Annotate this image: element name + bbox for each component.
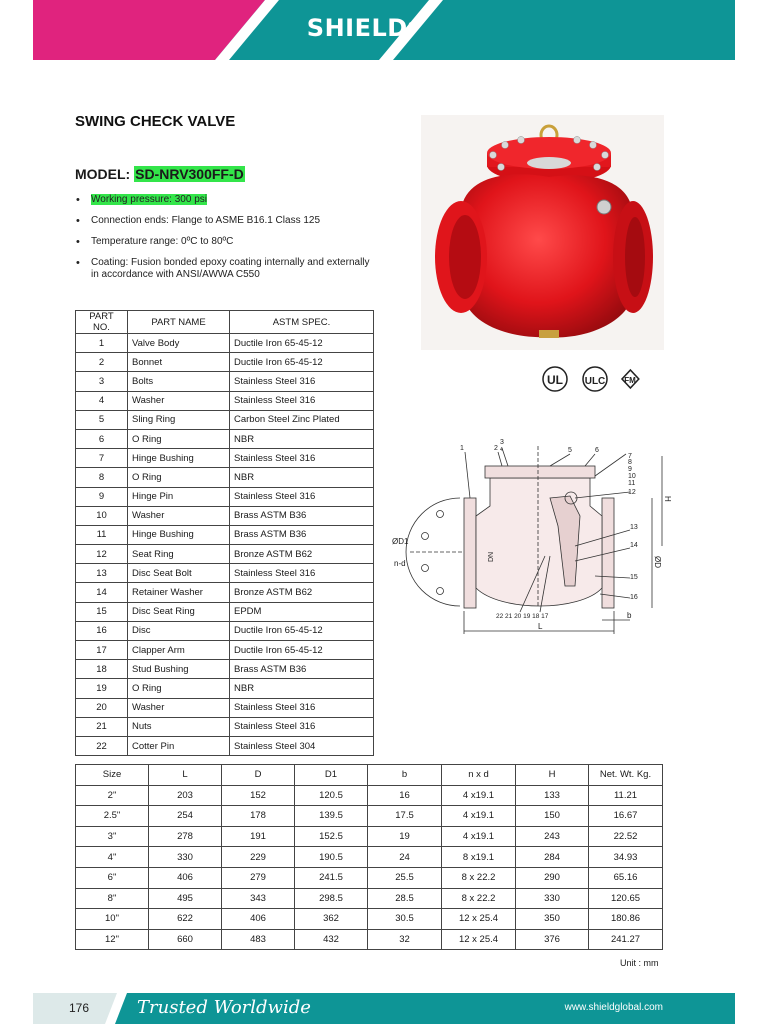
product-photo — [421, 115, 664, 350]
part-name-cell: Retainer Washer — [128, 583, 230, 602]
callout-10: 10 — [628, 473, 636, 480]
table-cell: 343 — [222, 888, 295, 909]
table-cell: 243 — [516, 826, 589, 847]
table-row — [76, 736, 374, 755]
product-title: SWING CHECK VALVE — [75, 113, 236, 130]
header-banner — [33, 0, 735, 60]
header-cell: ASTM SPEC. — [230, 311, 374, 334]
table-cell: 12 x 25.4 — [442, 909, 516, 930]
ulc-text: ULC — [584, 376, 606, 387]
callout-14: 14 — [630, 542, 638, 549]
table-row — [76, 621, 374, 640]
astm-spec-cell: Stainless Steel 316 — [230, 564, 374, 583]
astm-spec-cell: Brass ASTM B36 — [230, 660, 374, 679]
table-row — [76, 583, 374, 602]
table-row — [76, 698, 374, 717]
astm-spec-cell: Bronze ASTM B62 — [230, 545, 374, 564]
part-name-cell: Cotter Pin — [128, 736, 230, 755]
label-h: H — [663, 496, 672, 502]
part-no-cell: 4 — [76, 391, 128, 410]
table-cell: 279 — [222, 867, 295, 888]
table-cell: 229 — [222, 847, 295, 868]
table-cell: 8 x 22.2 — [442, 888, 516, 909]
table-cell: 6" — [76, 867, 149, 888]
ul-logo — [543, 367, 567, 391]
callout-3: 3 — [500, 439, 504, 446]
label-b: b — [627, 611, 632, 620]
part-name-cell: Hinge Bushing — [128, 525, 230, 544]
tagline: Trusted Worldwide — [137, 997, 311, 1018]
dimension-table-header — [76, 765, 663, 786]
table-cell: 133 — [516, 785, 589, 806]
astm-spec-cell: Stainless Steel 316 — [230, 717, 374, 736]
model-code: SD-NRV300FF-D — [135, 166, 244, 182]
table-cell: 2" — [76, 785, 149, 806]
callout-6: 6 — [595, 447, 599, 454]
header-cell: PART NAME — [128, 311, 230, 334]
part-name-cell: Disc Seat Bolt — [128, 564, 230, 583]
part-no-cell: 6 — [76, 429, 128, 448]
callout-4: 4 — [500, 447, 503, 453]
astm-spec-cell: Stainless Steel 304 — [230, 736, 374, 755]
table-cell: 65.16 — [589, 867, 663, 888]
table-cell: 4" — [76, 847, 149, 868]
part-name-cell: Clapper Arm — [128, 641, 230, 660]
astm-spec-cell: Stainless Steel 316 — [230, 487, 374, 506]
table-cell: 28.5 — [368, 888, 442, 909]
table-cell: 180.86 — [589, 909, 663, 930]
table-row — [76, 826, 663, 847]
table-cell: 32 — [368, 929, 442, 950]
header-cell: D — [222, 765, 295, 786]
table-cell: 120.5 — [295, 785, 368, 806]
callouts-bottom: 22 21 20 19 18 17 — [496, 613, 549, 620]
table-row — [76, 391, 374, 410]
part-no-cell: 5 — [76, 410, 128, 429]
table-cell: 376 — [516, 929, 589, 950]
callout-15: 15 — [630, 574, 638, 581]
part-name-cell: O Ring — [128, 679, 230, 698]
astm-spec-cell: Ductile Iron 65-45-12 — [230, 334, 374, 353]
fm-text: FM — [624, 376, 636, 385]
table-row — [76, 410, 374, 429]
model-label: MODEL: — [75, 166, 135, 182]
certification-logos — [540, 364, 640, 396]
parts-table — [75, 310, 374, 756]
table-row — [76, 929, 663, 950]
part-name-cell: O Ring — [128, 429, 230, 448]
astm-spec-cell: Brass ASTM B36 — [230, 506, 374, 525]
header-cell: Net. Wt. Kg. — [589, 765, 663, 786]
header-cell: L — [149, 765, 222, 786]
part-no-cell: 10 — [76, 506, 128, 525]
part-no-cell: 16 — [76, 621, 128, 640]
table-row — [76, 564, 374, 583]
part-no-cell: 14 — [76, 583, 128, 602]
brand-logo[interactable]: SHIELD® — [306, 14, 416, 42]
table-cell: 17.5 — [368, 806, 442, 827]
table-cell: 290 — [516, 867, 589, 888]
table-cell: 25.5 — [368, 867, 442, 888]
dimension-table — [75, 764, 663, 950]
table-cell: 10" — [76, 909, 149, 930]
astm-spec-cell: NBR — [230, 429, 374, 448]
header-cell: H — [516, 765, 589, 786]
table-cell: 241.27 — [589, 929, 663, 950]
part-name-cell: Bonnet — [128, 353, 230, 372]
header-cell: PART NO. — [76, 311, 128, 334]
table-cell: 622 — [149, 909, 222, 930]
table-cell: 8" — [76, 888, 149, 909]
part-name-cell: Washer — [128, 506, 230, 525]
label-d: ØD — [653, 556, 662, 568]
table-cell: 330 — [149, 847, 222, 868]
part-name-cell: Stud Bushing — [128, 660, 230, 679]
table-cell: 4 x19.1 — [442, 785, 516, 806]
part-name-cell: Disc — [128, 621, 230, 640]
table-cell: 34.93 — [589, 847, 663, 868]
header-cell: n x d — [442, 765, 516, 786]
fm-logo — [622, 370, 639, 388]
label-dn: DN — [488, 551, 495, 562]
table-cell: 8 x19.1 — [442, 847, 516, 868]
parts-table-header — [76, 311, 374, 334]
table-cell: 254 — [149, 806, 222, 827]
astm-spec-cell: EPDM — [230, 602, 374, 621]
table-row — [76, 867, 663, 888]
table-row — [76, 525, 374, 544]
table-row — [76, 468, 374, 487]
part-name-cell: Washer — [128, 698, 230, 717]
table-cell: 24 — [368, 847, 442, 868]
part-no-cell: 22 — [76, 736, 128, 755]
part-name-cell: Valve Body — [128, 334, 230, 353]
callout-7: 7 — [628, 453, 632, 460]
table-row — [76, 909, 663, 930]
part-no-cell: 15 — [76, 602, 128, 621]
part-no-cell: 11 — [76, 525, 128, 544]
table-row — [76, 487, 374, 506]
table-cell: 350 — [516, 909, 589, 930]
table-cell: 203 — [149, 785, 222, 806]
table-row — [76, 785, 663, 806]
table-cell: 3" — [76, 826, 149, 847]
part-name-cell: Sling Ring — [128, 410, 230, 429]
table-row — [76, 602, 374, 621]
part-no-cell: 2 — [76, 353, 128, 372]
table-cell: 495 — [149, 888, 222, 909]
part-name-cell: O Ring — [128, 468, 230, 487]
part-no-cell: 12 — [76, 545, 128, 564]
header-cell: Size — [76, 765, 149, 786]
table-row — [76, 372, 374, 391]
label-l: L — [538, 622, 543, 631]
feature-item — [76, 236, 396, 248]
table-cell: 30.5 — [368, 909, 442, 930]
table-cell: 406 — [149, 867, 222, 888]
callout-2: 2 — [494, 445, 498, 452]
table-cell: 191 — [222, 826, 295, 847]
table-cell: 660 — [149, 929, 222, 950]
table-cell: 298.5 — [295, 888, 368, 909]
technical-drawing — [390, 436, 680, 636]
part-no-cell: 20 — [76, 698, 128, 717]
astm-spec-cell: Stainless Steel 316 — [230, 449, 374, 468]
table-cell: 19 — [368, 826, 442, 847]
callout-8: 8 — [628, 459, 632, 466]
table-cell: 12 x 25.4 — [442, 929, 516, 950]
table-cell: 432 — [295, 929, 368, 950]
callout-16: 16 — [630, 594, 638, 601]
table-row — [76, 806, 663, 827]
ul-text: UL — [547, 373, 563, 387]
website-link[interactable]: www.shieldglobal.com — [564, 1002, 663, 1013]
table-cell: 152 — [222, 785, 295, 806]
callout-1: 1 — [460, 445, 464, 452]
footer-bar — [33, 993, 735, 1024]
table-row — [76, 679, 374, 698]
feature-text: Working pressure: 300 psi — [91, 194, 207, 205]
part-no-cell: 18 — [76, 660, 128, 679]
feature-text: Connection ends: Flange to ASME B16.1 Class 125 — [91, 215, 321, 226]
part-no-cell: 9 — [76, 487, 128, 506]
table-cell: 241.5 — [295, 867, 368, 888]
label-d1: ØD1 — [392, 537, 409, 546]
unit-note: Unit : mm — [620, 958, 659, 968]
part-no-cell: 3 — [76, 372, 128, 391]
feature-item — [76, 257, 376, 281]
astm-spec-cell: Stainless Steel 316 — [230, 698, 374, 717]
part-no-cell: 13 — [76, 564, 128, 583]
table-cell: 278 — [149, 826, 222, 847]
part-name-cell: Washer — [128, 391, 230, 410]
table-row — [76, 429, 374, 448]
table-cell: 178 — [222, 806, 295, 827]
callout-13: 13 — [630, 524, 638, 531]
part-no-cell: 1 — [76, 334, 128, 353]
table-row — [76, 847, 663, 868]
astm-spec-cell: Ductile Iron 65-45-12 — [230, 641, 374, 660]
table-cell: 22.52 — [589, 826, 663, 847]
table-cell: 284 — [516, 847, 589, 868]
table-row — [76, 449, 374, 468]
callout-11: 11 — [628, 480, 636, 487]
header-cell: b — [368, 765, 442, 786]
astm-spec-cell: Carbon Steel Zinc Plated — [230, 410, 374, 429]
part-name-cell: Disc Seat Ring — [128, 602, 230, 621]
part-no-cell: 19 — [76, 679, 128, 698]
part-name-cell: Seat Ring — [128, 545, 230, 564]
label-nd: n-d — [394, 559, 406, 568]
feature-text: Temperature range: 0ºC to 80ºC — [91, 236, 234, 247]
astm-spec-cell: NBR — [230, 679, 374, 698]
table-cell: 12" — [76, 929, 149, 950]
table-cell: 16.67 — [589, 806, 663, 827]
table-cell: 2.5" — [76, 806, 149, 827]
table-row — [76, 660, 374, 679]
table-row — [76, 888, 663, 909]
callout-5: 5 — [568, 447, 572, 454]
astm-spec-cell: Ductile Iron 65-45-12 — [230, 621, 374, 640]
table-row — [76, 545, 374, 564]
table-cell: 150 — [516, 806, 589, 827]
astm-spec-cell: Stainless Steel 316 — [230, 372, 374, 391]
model-line — [75, 166, 245, 182]
astm-spec-cell: Bronze ASTM B62 — [230, 583, 374, 602]
header-cell: D1 — [295, 765, 368, 786]
astm-spec-cell: Ductile Iron 65-45-12 — [230, 353, 374, 372]
table-cell: 152.5 — [295, 826, 368, 847]
ulc-logo — [583, 367, 607, 391]
part-no-cell: 8 — [76, 468, 128, 487]
callout-9: 9 — [628, 466, 632, 473]
table-row — [76, 353, 374, 372]
table-cell: 483 — [222, 929, 295, 950]
table-cell: 139.5 — [295, 806, 368, 827]
callout-12: 12 — [628, 489, 636, 496]
table-cell: 330 — [516, 888, 589, 909]
table-cell: 120.65 — [589, 888, 663, 909]
table-cell: 4 x19.1 — [442, 806, 516, 827]
part-no-cell: 17 — [76, 641, 128, 660]
page-number: 176 — [69, 1001, 90, 1015]
feature-text: Coating: Fusion bonded epoxy coating internally and externally in accordance with ANSI/AWWA C550 — [91, 257, 370, 280]
table-row — [76, 334, 374, 353]
part-name-cell: Hinge Pin — [128, 487, 230, 506]
table-cell: 16 — [368, 785, 442, 806]
part-name-cell: Hinge Bushing — [128, 449, 230, 468]
feature-item — [76, 194, 396, 206]
valve-image — [421, 115, 664, 350]
part-name-cell: Nuts — [128, 717, 230, 736]
table-cell: 4 x19.1 — [442, 826, 516, 847]
table-cell: 190.5 — [295, 847, 368, 868]
table-cell: 8 x 22.2 — [442, 867, 516, 888]
part-no-cell: 7 — [76, 449, 128, 468]
astm-spec-cell: NBR — [230, 468, 374, 487]
table-cell: 11.21 — [589, 785, 663, 806]
table-row — [76, 717, 374, 736]
table-cell: 362 — [295, 909, 368, 930]
table-cell: 406 — [222, 909, 295, 930]
astm-spec-cell: Stainless Steel 316 — [230, 391, 374, 410]
part-name-cell: Bolts — [128, 372, 230, 391]
astm-spec-cell: Brass ASTM B36 — [230, 525, 374, 544]
feature-list — [76, 194, 396, 290]
feature-item — [76, 215, 396, 227]
part-no-cell: 21 — [76, 717, 128, 736]
table-row — [76, 506, 374, 525]
table-row — [76, 641, 374, 660]
